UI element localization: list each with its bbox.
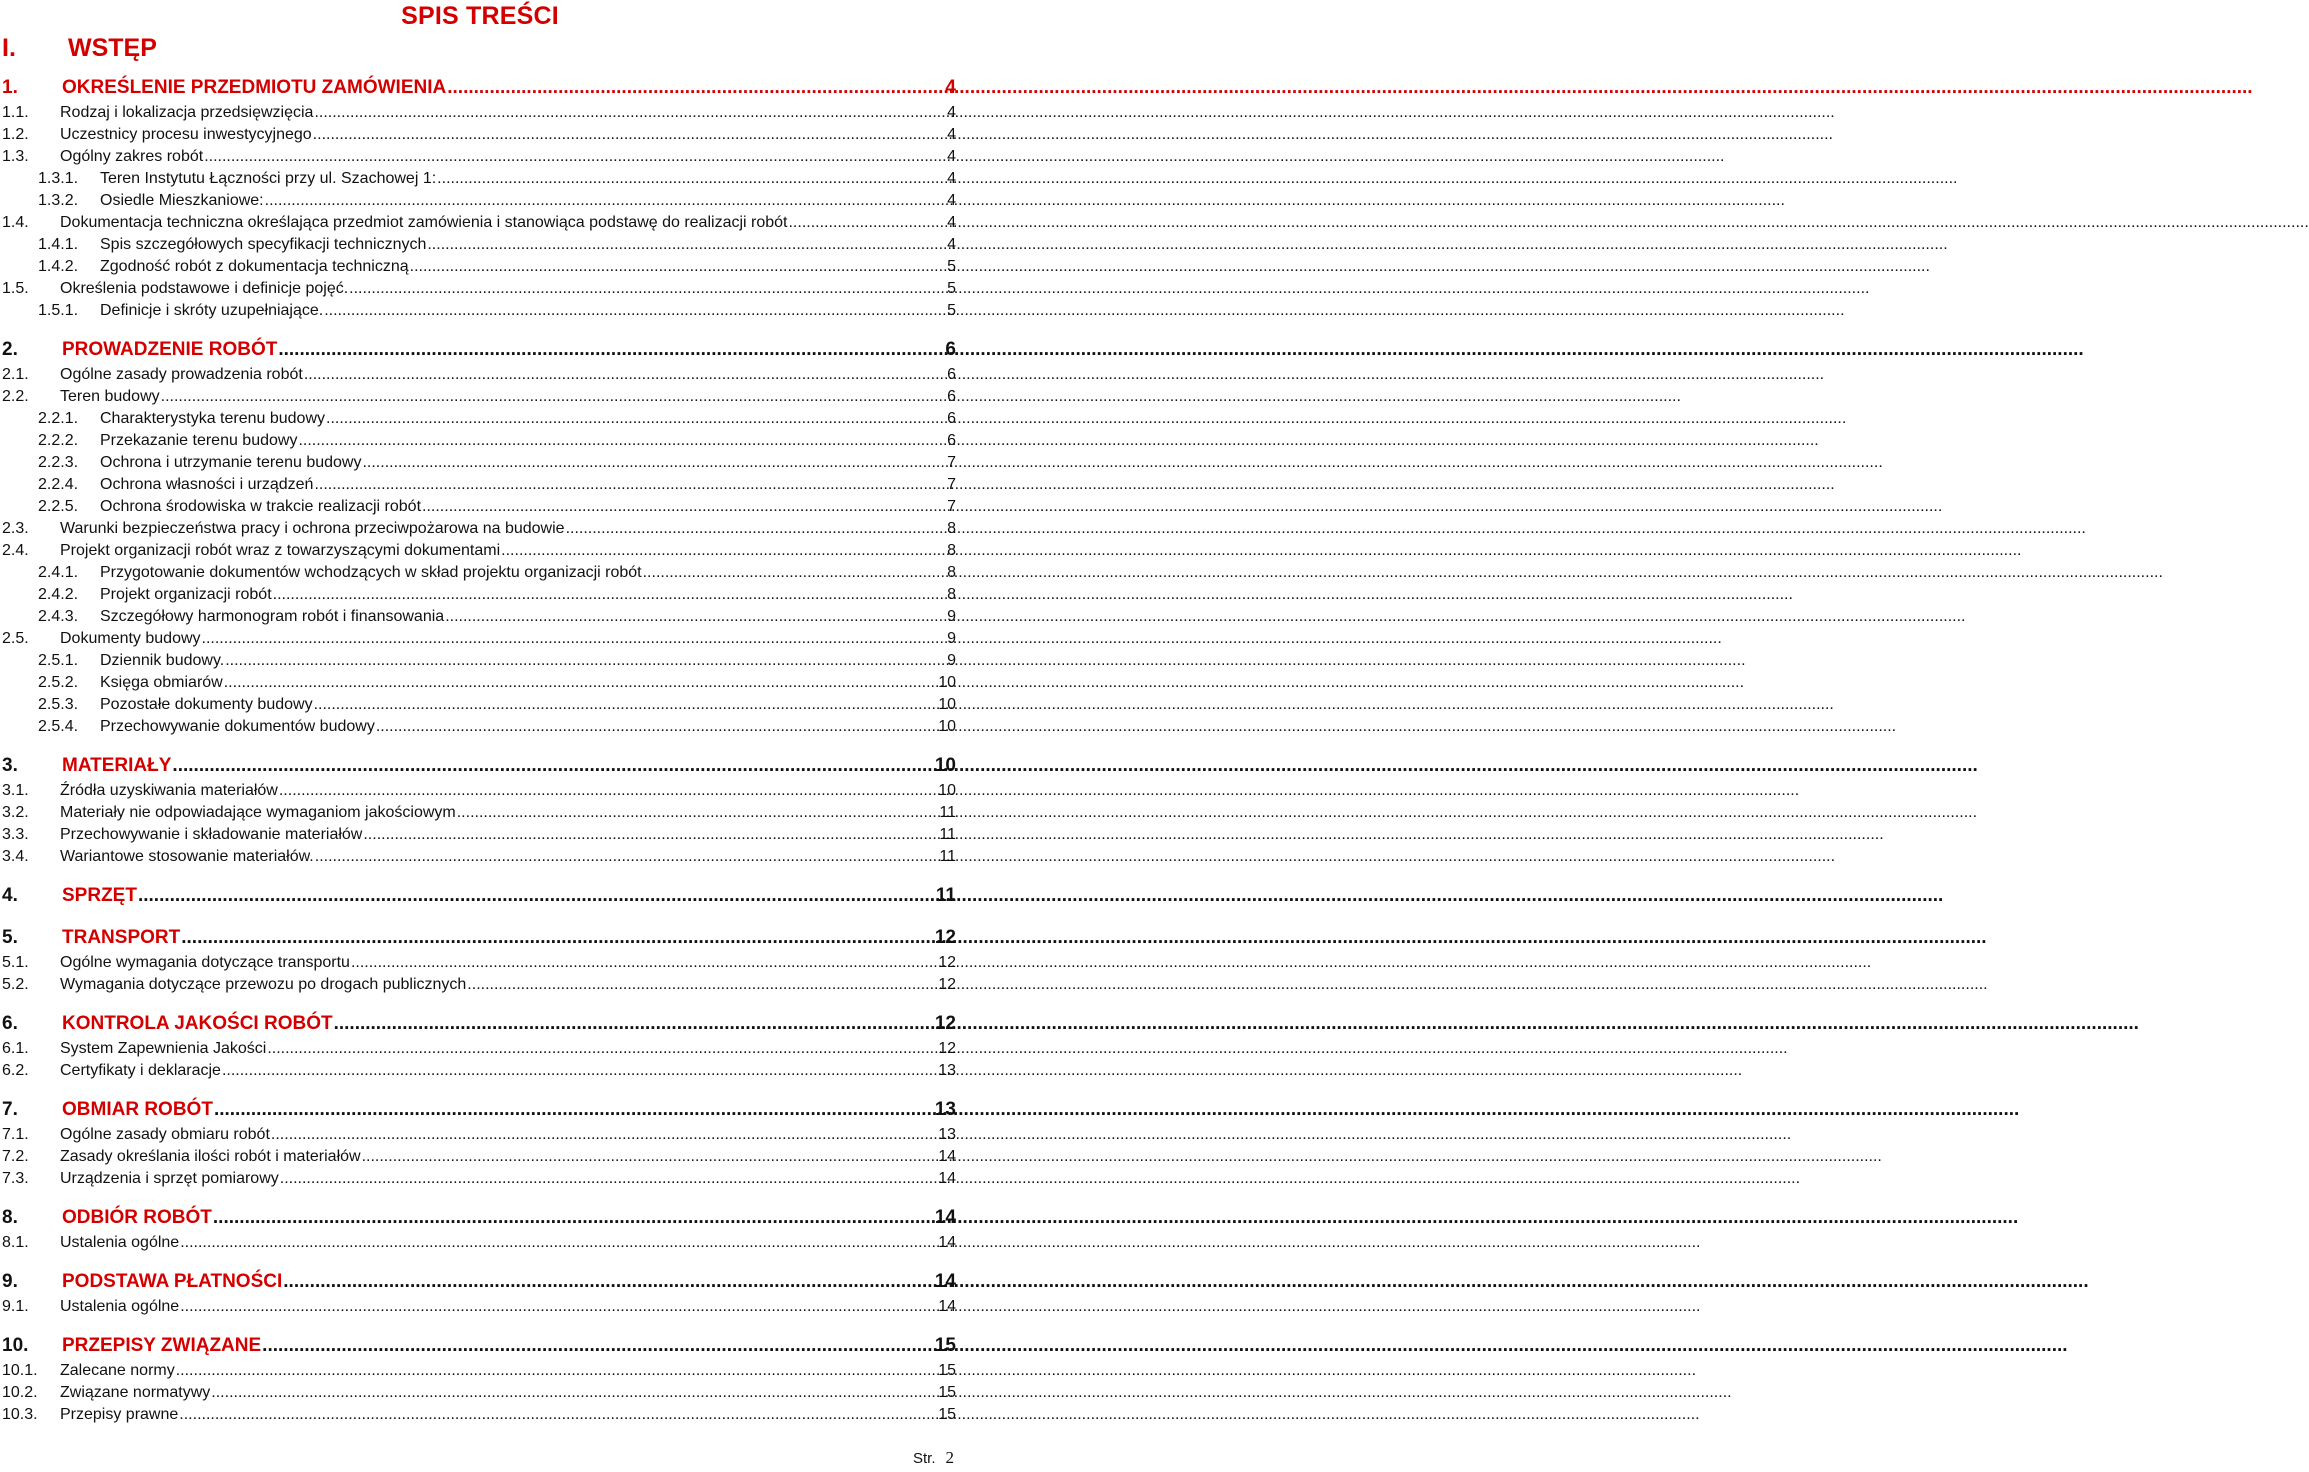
toc-entry[interactable] <box>0 518 960 540</box>
toc-entry[interactable] <box>0 474 960 496</box>
toc-entry-page: 14 <box>938 1298 956 1315</box>
toc-entry-page: 5 <box>947 258 956 275</box>
toc-entry-number: 3. <box>2 755 18 776</box>
toc-entry-number: 2.5.1. <box>38 652 79 669</box>
toc-entry-page: 9 <box>947 608 956 625</box>
toc-entry[interactable] <box>0 780 960 802</box>
toc-entry[interactable] <box>0 452 960 474</box>
toc-entry-number: 2.4.1. <box>38 564 79 581</box>
toc-entry-page: 4 <box>947 126 956 143</box>
toc-entry-title: Certyfikaty i deklaracje <box>60 1062 221 1079</box>
toc-entry-title: Ochrona własności i urządzeń <box>100 476 314 493</box>
toc-entry-page: 4 <box>947 170 956 187</box>
toc-entry-leader <box>314 694 938 716</box>
toc-entry-title: Ogólny zakres robót <box>60 148 204 165</box>
toc-entry[interactable] <box>0 1204 960 1232</box>
toc-entry[interactable] <box>0 168 960 190</box>
toc-entry-number: 2.5.2. <box>38 674 79 691</box>
toc-entry[interactable] <box>0 336 960 364</box>
toc-entry-leader <box>224 672 937 694</box>
toc-entry-page: 8 <box>947 520 956 537</box>
toc-entry-number: 2. <box>2 339 18 360</box>
toc-entry-leader <box>161 386 946 408</box>
toc-entry-number: 1.3.1. <box>38 170 79 187</box>
toc-entry[interactable] <box>0 628 960 650</box>
toc-entry[interactable] <box>0 1010 960 1038</box>
toc-entry-number: 7.2. <box>2 1148 29 1165</box>
toc-entry-number: 8.1. <box>2 1234 29 1251</box>
toc-entry-title: Osiedle Mieszkaniowe: <box>100 192 264 209</box>
toc-entry-leader <box>179 1404 937 1426</box>
toc-entry[interactable] <box>0 1232 960 1254</box>
toc-entry[interactable] <box>0 190 960 212</box>
toc-entry-page: 11 <box>939 848 956 865</box>
toc-entry-leader <box>313 124 946 146</box>
toc-entry-page: 14 <box>934 1207 956 1228</box>
toc-entry-page: 8 <box>947 542 956 559</box>
toc-entry-leader <box>376 716 937 738</box>
toc-entry-title: Dokumentacja techniczna określająca przedmiot zamówienia i stanowiąca podstawę do realizacji robót <box>60 214 788 231</box>
toc-entry-leader <box>467 974 937 996</box>
toc-entry-page: 4 <box>947 148 956 165</box>
toc-entry-number: 1.4.1. <box>38 236 79 253</box>
toc-entry-number: 10.1. <box>2 1362 38 1379</box>
toc-entry-page: 7 <box>947 498 956 515</box>
toc-entry-number: 1.1. <box>2 104 29 121</box>
toc-entry[interactable] <box>0 408 960 430</box>
toc-entry[interactable] <box>0 1038 960 1060</box>
toc-entry-leader <box>445 606 946 628</box>
toc-entry[interactable] <box>0 1360 960 1382</box>
toc-entry[interactable] <box>0 102 960 124</box>
toc-entry-number: 2.2.5. <box>38 498 79 515</box>
toc-entry-leader <box>351 952 937 974</box>
toc-entry[interactable] <box>0 386 960 408</box>
toc-entry-number: 4. <box>2 885 18 906</box>
toc-entry-title: Projekt organizacji robót wraz z towarzyszącymi dokumentami <box>60 542 501 559</box>
toc-entry-title: Teren Instytutu Łączności przy ul. Szachowej 1: <box>100 170 437 187</box>
toc-entry[interactable] <box>0 952 960 974</box>
toc-entry-page: 5 <box>947 280 956 297</box>
toc-entry-number: 1.3. <box>2 148 29 165</box>
toc-entry-number: 2.5.4. <box>38 718 79 735</box>
toc-entry-leader <box>422 496 946 518</box>
toc-entry[interactable] <box>0 802 960 824</box>
toc-entry-page: 13 <box>934 1099 956 1120</box>
toc-entry-title: Ochrona środowiska w trakcie realizacji robót <box>100 498 422 515</box>
toc-entry-title: Przechowywanie dokumentów budowy <box>100 718 375 735</box>
toc-entry-title: Wariantowe stosowanie materiałów. <box>60 848 314 865</box>
toc-entry-leader <box>501 540 946 562</box>
toc-entry[interactable] <box>0 1332 960 1360</box>
toc-entry-page: 10 <box>934 755 956 776</box>
toc-entry-leader <box>214 1096 934 1124</box>
toc-entry-page: 12 <box>938 1040 956 1057</box>
toc-entry-leader <box>222 1060 937 1082</box>
toc-entry-number: 1.4.2. <box>38 258 79 275</box>
toc-entry-page: 12 <box>934 1013 956 1034</box>
toc-entry-page: 11 <box>935 885 956 906</box>
toc-entry[interactable] <box>0 1404 960 1426</box>
toc-entry-number: 9.1. <box>2 1298 29 1315</box>
toc-entry-number: 10.2. <box>2 1384 38 1401</box>
toc-entry[interactable] <box>0 606 960 628</box>
toc-entry-leader <box>788 212 946 234</box>
toc-entry-page: 13 <box>938 1062 956 1079</box>
toc-entry-number: 3.4. <box>2 848 29 865</box>
toc-entry-leader <box>211 1382 937 1404</box>
toc-entry-page: 4 <box>945 77 956 98</box>
document-title: SPIS TREŚCI <box>401 2 559 30</box>
toc-entry-title: Ogólne zasady obmiaru robót <box>60 1126 270 1143</box>
toc-entry-page: 7 <box>947 476 956 493</box>
toc-entry-number: 5.2. <box>2 976 29 993</box>
toc-entry-leader <box>273 584 946 606</box>
toc-entry-title: Określenia podstawowe i definicje pojęć. <box>60 280 349 297</box>
toc-entry-title: Ustalenia ogólne <box>60 1234 180 1251</box>
toc-entry-title: Urządzenia i sprzęt pomiarowy <box>60 1170 279 1187</box>
page-footer <box>913 1448 954 1468</box>
toc-entry-title: Szczegółowy harmonogram robót i finansowania <box>100 608 445 625</box>
toc-entry[interactable] <box>0 300 960 322</box>
toc-entry-title: Projekt organizacji robót <box>100 586 272 603</box>
toc-entry-leader <box>176 1360 937 1382</box>
toc-entry-number: 3.2. <box>2 804 29 821</box>
toc-entry-title: Teren budowy <box>60 388 160 405</box>
toc-entry-page: 15 <box>934 1335 956 1356</box>
toc-entry-page: 15 <box>938 1384 956 1401</box>
toc-entry-leader <box>349 278 946 300</box>
toc-entry-leader <box>172 752 933 780</box>
toc-entry-title: Spis szczegółowych specyfikacji technicznych <box>100 236 427 253</box>
toc-entry-page: 15 <box>938 1362 956 1379</box>
toc-entry-leader <box>180 1232 937 1254</box>
toc-entry-leader <box>643 562 946 584</box>
toc-entry-number: 2.1. <box>2 366 29 383</box>
footer-label: Str. <box>912 1450 936 1467</box>
toc-entry-number: 6.1. <box>2 1040 29 1057</box>
toc-entry[interactable] <box>0 1296 960 1318</box>
toc-entry-number: 2.2.2. <box>38 432 79 449</box>
toc-entry-page: 6 <box>947 432 956 449</box>
toc-entry-title: Warunki bezpieczeństwa pracy i ochrona przeciwpożarowa na budowie <box>60 520 565 537</box>
toc-entry-title: Ustalenia ogólne <box>60 1298 180 1315</box>
toc-entry-leader <box>363 824 938 846</box>
toc-entry-title: Wymagania dotyczące przewozu po drogach publicznych <box>60 976 467 993</box>
table-of-contents <box>0 74 960 1426</box>
toc-entry-page: 6 <box>947 388 956 405</box>
toc-entry-page: 11 <box>939 804 956 821</box>
toc-entry[interactable] <box>0 430 960 452</box>
toc-entry[interactable] <box>0 74 960 102</box>
toc-entry-title: TRANSPORT <box>62 927 181 948</box>
toc-entry-leader <box>427 234 946 256</box>
toc-entry-number: 1.2. <box>2 126 29 143</box>
toc-entry-title: OKREŚLENIE PRZEDMIOTU ZAMÓWIENIA <box>62 77 447 98</box>
toc-entry-page: 14 <box>938 1148 956 1165</box>
toc-entry[interactable] <box>0 882 960 910</box>
toc-entry-number: 2.5. <box>2 630 29 647</box>
toc-entry-page: 9 <box>947 652 956 669</box>
toc-entry-title: Dziennik budowy. <box>100 652 225 669</box>
toc-entry-leader <box>315 846 939 868</box>
toc-entry[interactable] <box>0 278 960 300</box>
footer-page-number: 2 <box>945 1448 954 1467</box>
toc-entry-number: 7.3. <box>2 1170 29 1187</box>
toc-entry-number: 3.3. <box>2 826 29 843</box>
toc-entry-number: 2.2. <box>2 388 29 405</box>
toc-entry-leader <box>181 924 934 952</box>
toc-entry-page: 6 <box>945 339 956 360</box>
toc-entry-leader <box>267 1038 937 1060</box>
toc-entry-leader <box>362 1146 938 1168</box>
toc-entry-number: 2.2.3. <box>38 454 79 471</box>
toc-entry-number: 1.3.2. <box>38 192 79 209</box>
toc-entry-title: Przekazanie terenu budowy <box>100 432 298 449</box>
toc-entry-page: 14 <box>934 1271 956 1292</box>
toc-entry-number: 1. <box>2 77 18 98</box>
toc-entry-leader <box>271 1124 937 1146</box>
toc-entry[interactable] <box>0 1124 960 1146</box>
toc-entry-title: Przechowywanie i składowanie materiałów <box>60 826 363 843</box>
toc-entry-title: PROWADZENIE ROBÓT <box>62 339 278 360</box>
toc-entry-number: 10.3. <box>2 1406 38 1423</box>
toc-entry-page: 15 <box>938 1406 956 1423</box>
toc-entry-leader <box>283 1268 934 1296</box>
toc-entry[interactable] <box>0 716 960 738</box>
toc-entry-page: 9 <box>947 630 956 647</box>
toc-entry-leader <box>279 780 937 802</box>
toc-entry-leader <box>447 74 944 102</box>
toc-entry-leader <box>204 146 946 168</box>
toc-entry-title: Przepisy prawne <box>60 1406 179 1423</box>
toc-entry[interactable] <box>0 694 960 716</box>
toc-entry-page: 10 <box>938 696 956 713</box>
toc-entry-leader <box>304 364 946 386</box>
toc-entry-number: 2.4. <box>2 542 29 559</box>
toc-entry[interactable] <box>0 1268 960 1296</box>
toc-entry-number: 1.4. <box>2 214 29 231</box>
toc-entry[interactable] <box>0 146 960 168</box>
toc-entry-number: 6.2. <box>2 1062 29 1079</box>
toc-entry-leader <box>324 300 946 322</box>
toc-entry-number: 1.5.1. <box>38 302 79 319</box>
toc-entry-leader <box>566 518 947 540</box>
section-label: WSTĘP <box>68 34 157 62</box>
toc-entry-leader <box>278 336 944 364</box>
toc-entry-leader <box>262 1332 934 1360</box>
toc-entry[interactable] <box>0 1060 960 1082</box>
toc-entry-page: 5 <box>947 302 956 319</box>
toc-entry-page: 12 <box>938 976 956 993</box>
section-heading <box>2 34 157 63</box>
toc-entry-leader <box>180 1296 937 1318</box>
toc-entry-number: 1.5. <box>2 280 29 297</box>
toc-entry-title: Księga obmiarów <box>100 674 223 691</box>
toc-entry-page: 10 <box>938 674 956 691</box>
toc-entry-page: 8 <box>947 586 956 603</box>
toc-entry[interactable] <box>0 562 960 584</box>
toc-entry-title: KONTROLA JAKOŚCI ROBÓT <box>62 1013 333 1034</box>
toc-entry-leader <box>213 1204 934 1232</box>
toc-entry[interactable] <box>0 650 960 672</box>
toc-entry[interactable] <box>0 256 960 278</box>
toc-entry[interactable] <box>0 584 960 606</box>
toc-entry-title: Źródła uzyskiwania materiałów <box>60 782 278 799</box>
toc-entry-title: Ogólne wymagania dotyczące transportu <box>60 954 350 971</box>
toc-entry-number: 2.4.3. <box>38 608 79 625</box>
toc-entry-page: 4 <box>947 236 956 253</box>
toc-entry-title: Przygotowanie dokumentów wchodzących w skład projektu organizacji robót <box>100 564 642 581</box>
toc-entry-page: 7 <box>947 454 956 471</box>
toc-entry[interactable] <box>0 364 960 386</box>
toc-entry-leader <box>437 168 946 190</box>
toc-entry-page: 8 <box>947 564 956 581</box>
toc-entry-number: 2.4.2. <box>38 586 79 603</box>
toc-entry-title: ODBIÓR ROBÓT <box>62 1207 212 1228</box>
toc-entry-leader <box>314 102 946 124</box>
toc-entry-title: MATERIAŁY <box>62 755 172 776</box>
toc-entry-leader <box>362 452 946 474</box>
toc-entry-page: 10 <box>938 718 956 735</box>
toc-entry-leader <box>334 1010 934 1038</box>
toc-entry-title: Definicje i skróty uzupełniające. <box>100 302 324 319</box>
toc-entry[interactable] <box>0 212 960 234</box>
toc-entry-title: SPRZĘT <box>62 885 137 906</box>
toc-entry[interactable] <box>0 1096 960 1124</box>
toc-entry[interactable] <box>0 1146 960 1168</box>
toc-entry-title: Materiały nie odpowiadające wymaganiom jakościowym <box>60 804 456 821</box>
toc-entry-page: 6 <box>947 366 956 383</box>
toc-entry-title: Ogólne zasady prowadzenia robót <box>60 366 303 383</box>
toc-entry[interactable] <box>0 752 960 780</box>
toc-entry-page: 6 <box>947 410 956 427</box>
toc-entry-title: PRZEPISY ZWIĄZANE <box>62 1335 262 1356</box>
toc-entry-number: 2.3. <box>2 520 29 537</box>
toc-entry-number: 2.2.1. <box>38 410 79 427</box>
toc-entry-leader <box>202 628 947 650</box>
toc-entry[interactable] <box>0 496 960 518</box>
toc-entry-title: Uczestnicy procesu inwestycyjnego <box>60 126 312 143</box>
toc-entry-page: 4 <box>947 104 956 121</box>
toc-entry-title: Zalecane normy <box>60 1362 175 1379</box>
toc-entry-leader <box>265 190 946 212</box>
toc-entry-number: 2.2.4. <box>38 476 79 493</box>
toc-entry[interactable] <box>0 846 960 868</box>
toc-entry-title: PODSTAWA PŁATNOŚCI <box>62 1271 283 1292</box>
toc-entry[interactable] <box>0 1168 960 1190</box>
toc-entry[interactable] <box>0 924 960 952</box>
toc-entry-number: 5. <box>2 927 18 948</box>
toc-entry-title: Związane normatywy <box>60 1384 211 1401</box>
toc-entry-page: 13 <box>938 1126 956 1143</box>
toc-entry-title: Zasady określania ilości robót i materiałów <box>60 1148 361 1165</box>
toc-entry-page: 14 <box>938 1234 956 1251</box>
toc-entry-title: OBMIAR ROBÓT <box>62 1099 213 1120</box>
toc-entry-number: 7. <box>2 1099 18 1120</box>
toc-entry-leader <box>314 474 946 496</box>
toc-entry-number: 3.1. <box>2 782 29 799</box>
toc-entry-number: 5.1. <box>2 954 29 971</box>
toc-entry-number: 6. <box>2 1013 18 1034</box>
toc-entry-page: 12 <box>934 927 956 948</box>
toc-entry[interactable] <box>0 672 960 694</box>
toc-entry-leader <box>298 430 946 452</box>
toc-entry[interactable] <box>0 974 960 996</box>
toc-entry[interactable] <box>0 234 960 256</box>
toc-entry-page: 4 <box>947 192 956 209</box>
toc-entry-number: 9. <box>2 1271 18 1292</box>
toc-entry-title: Pozostałe dokumenty budowy <box>100 696 313 713</box>
toc-entry[interactable] <box>0 124 960 146</box>
toc-entry-title: Charakterystyka terenu budowy <box>100 410 325 427</box>
toc-entry-leader <box>225 650 946 672</box>
toc-entry[interactable] <box>0 540 960 562</box>
toc-entry-page: 12 <box>938 954 956 971</box>
toc-entry-page: 14 <box>938 1170 956 1187</box>
toc-entry-leader <box>410 256 946 278</box>
toc-entry[interactable] <box>0 1382 960 1404</box>
toc-entry-leader <box>326 408 946 430</box>
toc-entry-leader <box>138 882 935 910</box>
toc-entry-page: 10 <box>938 782 956 799</box>
toc-entry-number: 7.1. <box>2 1126 29 1143</box>
toc-entry-number: 2.5.3. <box>38 696 79 713</box>
toc-entry[interactable] <box>0 824 960 846</box>
toc-entry-title: Zgodność robót z dokumentacja techniczną <box>100 258 409 275</box>
toc-entry-leader <box>280 1168 937 1190</box>
toc-entry-page: 4 <box>947 214 956 231</box>
toc-entry-page: 11 <box>939 826 956 843</box>
toc-entry-number: 8. <box>2 1207 18 1228</box>
toc-entry-leader <box>457 802 939 824</box>
section-roman-numeral: I. <box>2 34 16 62</box>
toc-entry-number: 10. <box>2 1335 29 1356</box>
toc-entry-title: Ochrona i utrzymanie terenu budowy <box>100 454 362 471</box>
toc-entry-title: Rodzaj i lokalizacja przedsięwzięcia <box>60 104 314 121</box>
toc-entry-title: Dokumenty budowy <box>60 630 201 647</box>
toc-entry-title: System Zapewnienia Jakości <box>60 1040 267 1057</box>
